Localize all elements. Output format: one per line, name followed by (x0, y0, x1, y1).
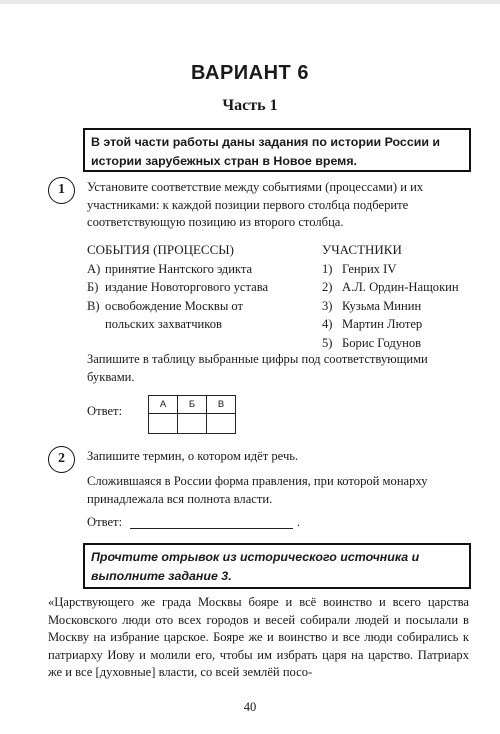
participant-text: А.Л. Ордин-Нащокин (342, 280, 459, 295)
variant-title: ВАРИАНТ 6 (191, 62, 309, 84)
participant-mark: 5) (322, 335, 333, 350)
answer-cell-a[interactable] (149, 414, 178, 434)
participant-text: Кузьма Минин (342, 298, 422, 313)
participant-mark: 2) (322, 280, 333, 295)
task-1-instruction: Запишите в таблицу выбранные цифры под соответствующими буквами. (87, 352, 428, 384)
participant-item (322, 297, 482, 315)
page-top-edge (0, 0, 500, 4)
page-number: 40 (243, 700, 257, 714)
answer-table-header: Б (178, 396, 207, 414)
part-title: Часть 1 (222, 97, 278, 114)
event-mark: Б) (87, 280, 99, 295)
answer-table-header: В (207, 396, 236, 414)
events-heading: СОБЫТИЯ (ПРОЦЕССЫ) (87, 242, 234, 257)
participant-item (322, 260, 482, 278)
participant-text: Борис Годунов (342, 335, 422, 350)
task-1-text: Установите соответствие между событиями (процессами) и их участниками: к каждой позиции первого столбца подберите соответствующую позицию из второго столбца. (87, 180, 424, 229)
participants-list (322, 260, 482, 352)
event-text: принятие Нантского эдикта (105, 262, 253, 276)
event-item (87, 260, 317, 278)
task-1-answer-label: Ответ: (87, 404, 123, 418)
task-2-answer-line[interactable] (130, 528, 293, 529)
task-2-answer-label: Ответ: (87, 515, 123, 529)
task-2-answer-end: . (297, 515, 301, 529)
task-2-number: 2 (48, 446, 75, 473)
answer-cell-c[interactable] (207, 414, 236, 434)
task-1-number: 1 (48, 177, 75, 204)
participant-item (322, 334, 482, 352)
event-item (87, 278, 317, 296)
source-excerpt: «Царствующего же града Москвы бояре и всё воинство и всего царства Московского люди ото всех городов и весей собирали людей и посылали в Москву на избрание царское. Бояре же и воинство и все люди собирались к патриарху Иову и молили его, чтобы им избрать царя на царство. Патриарх же и все [духовные] власти, со всей землёй посо- (48, 595, 469, 679)
intro-box: В этой части работы даны задания по истории России и истории зарубежных стран в Новое время. (83, 128, 471, 172)
event-item (87, 297, 317, 334)
task-2-definition: Сложившаяся в России форма правления, при которой монарху принадлежала вся полнота власти. (87, 474, 428, 506)
source-instruction-box: Прочтите отрывок из исторического источника и выполните задание 3. (83, 543, 471, 589)
participant-text: Мартин Лютер (342, 317, 423, 332)
event-text: освобождение Москвы от польских захватчиков (105, 298, 244, 332)
task-1-answer-table (148, 395, 236, 434)
answer-cell-b[interactable] (178, 414, 207, 434)
participant-mark: 1) (322, 262, 333, 276)
participant-mark: 3) (322, 298, 333, 313)
events-list (87, 260, 317, 334)
event-mark: А) (87, 262, 101, 276)
participants-heading: УЧАСТНИКИ (322, 242, 402, 257)
answer-table-header: А (149, 396, 178, 414)
participant-text: Генрих IV (342, 262, 397, 276)
participant-item (322, 278, 482, 296)
participant-mark: 4) (322, 317, 333, 332)
event-mark: В) (87, 298, 100, 313)
task-2-text: Запишите термин, о котором идёт речь. (87, 449, 299, 463)
event-text: издание Новоторгового устава (105, 280, 269, 295)
participant-item (322, 315, 482, 333)
